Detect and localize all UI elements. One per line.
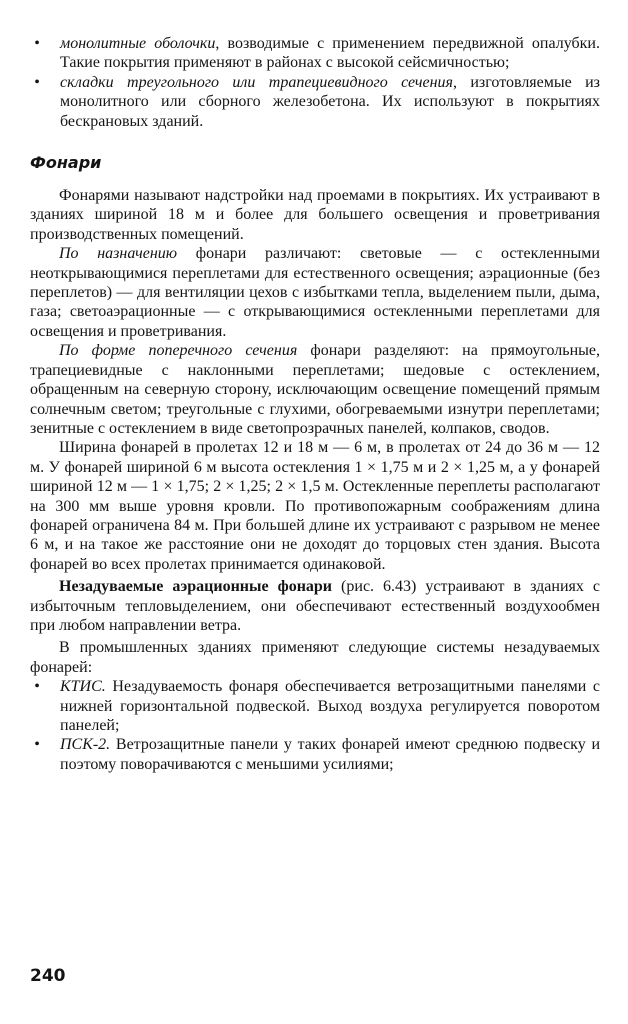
section-heading: Фонари [30, 153, 102, 173]
paragraph-cross-section [30, 341, 600, 438]
list-item [30, 735, 600, 774]
paragraph-windproof [30, 577, 600, 635]
paragraph-lead: По назначению [59, 245, 178, 263]
page-number: 240 [30, 966, 66, 986]
paragraph-systems-intro [30, 638, 600, 677]
list-item-term: монолитные оболочки [60, 35, 216, 52]
paragraph-text: В промышленных зданиях применяют следующие системы незадуваемых фонарей: [30, 639, 600, 676]
list-item [30, 34, 600, 73]
list-item-term: КТИС. [60, 678, 106, 696]
list-item-text: , возводимые с применением передвижной опалубки. Такие покрытия применяют в районах с высокой сейсмичностью; [60, 35, 600, 72]
list-item-text: , изготовляемые из монолитного или сборного железобетона. Их используют в покрытиях бескрановых зданий. [60, 73, 600, 130]
bullet-icon: • [34, 35, 40, 52]
bullet-icon: • [34, 678, 40, 696]
paragraph-dimensions [30, 438, 600, 574]
paragraph-purpose [30, 244, 600, 341]
paragraph-text: Фонарями называют надстройки над проемами в покрытиях. Их устраивают в зданиях шириной 18 м и более для большего освещения и проветривания производственных помещений. [30, 187, 600, 243]
paragraph-lead: Незадуваемые аэрационные фонари [59, 578, 333, 596]
paragraph-text: (рис. 6.43) устраивают в зданиях с избыточным тепловыделением, они обеспечивают естественный воздухообмен при любом направлении ветра. [30, 578, 600, 634]
bullet-icon: • [34, 736, 40, 754]
list-item [30, 677, 600, 735]
list-item-term: ПСК-2. [60, 736, 111, 754]
paragraph-lead: По форме поперечного сечения [59, 342, 298, 360]
bullet-list-top [30, 34, 600, 131]
list-item-term: складки треугольного или трапециевидного сечения [60, 73, 453, 91]
list-item-text: Ветрозащитные панели у таких фонарей имеют среднюю подвеску и поэтому поворачиваются с меньшими усилиями; [60, 736, 600, 773]
paragraph-text: фонари различают: световые — с остекленными неоткрывающимися переплетами для естественного освещения; аэрационные (без переплетов) — для вентиляции цехов с избытками тепла, выделением пыли, дыма, газа; светоаэрационные — с открывающимися остекленными переплетами для освещения и проветривания. [30, 245, 600, 340]
book-page [30, 34, 600, 994]
paragraph-text: Ширина фонарей в пролетах 12 и 18 м — 6 м, в пролетах от 24 до 36 м — 12 м. У фонарей шириной 6 м высота остекления 1 × 1,75 м и 2 × 1,25 м, а у фонарей шириной 12 м — 1 × 1,75; 2 × 1,25; 2 × 1,5 м. Остекленные переплеты располагают на 300 мм выше уровня кровли. По противопожарным соображениям длина фонарей ограничена 84 м. При большей длине их устраивают с разрывом не менее 6 м, и на такое же расстояние они не доходят до торцовых стен здания. Высота фонарей во всех пролетах принимается одинаковой. [30, 439, 600, 573]
bullet-list-bottom [30, 677, 600, 774]
list-item [30, 73, 600, 131]
bullet-icon: • [34, 73, 40, 91]
paragraph-definition [30, 186, 600, 244]
list-item-text: Незадуваемость фонаря обеспечивается ветрозащитными панелями с нижней горизонтальной подвеской. Выход воздуха регулируется поворотом панелей; [60, 678, 600, 734]
page-text [30, 34, 600, 774]
paragraph-text: фонари разделяют: на прямоугольные, трапециевидные с наклонными переплетами; шедовые с остеклением, обращенным на северную сторону, исключающим освещение помещений прямым солнечным светом; треугольные с глухими, обогреваемыми изнутри переплетами; зенитные с остеклением в виде светопрозрачных панелей, колпаков, сводов. [30, 342, 600, 437]
